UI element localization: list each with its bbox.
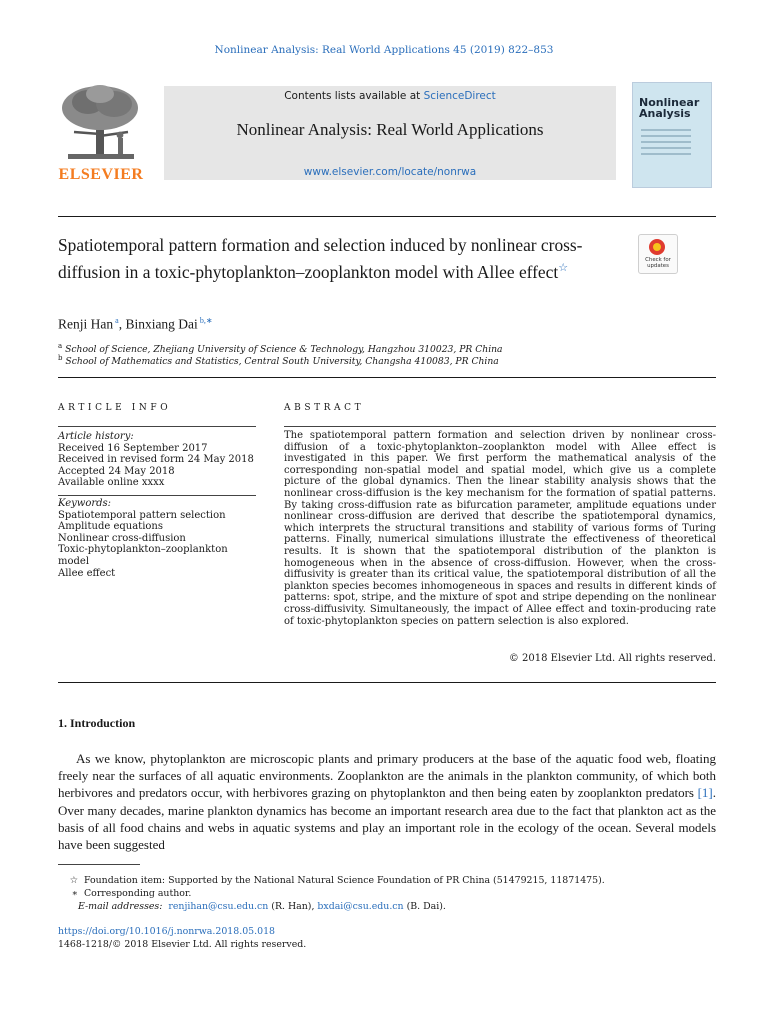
- badge-line2: updates: [647, 263, 669, 269]
- author-list: Renji Han $^a$, Binxiang Dai $^{b,∗}$: [58, 316, 213, 332]
- abstract-divider: [284, 426, 716, 427]
- elsevier-tree-logo[interactable]: [58, 82, 144, 186]
- intro-text-part: As we know, phytoplankton are microscopic plants and primary producers at the base of the aquatic food web, floating freely near the surfaces of all aquatic environments. Zooplankton are the animals in the plankton community, of which both herbivores and predators occur, with herbivores grazing on phytoplankton and then being eaten by zooplankton predators: [58, 751, 716, 801]
- abstract-bottom-divider: [58, 682, 716, 683]
- cover-decoration: [641, 129, 691, 159]
- keywords-list: [58, 498, 258, 579]
- journal-header: [58, 82, 712, 188]
- abstract-copyright: © 2018 Elsevier Ltd. All rights reserved.: [508, 653, 716, 664]
- corresponding-text: Corresponding author.: [84, 888, 192, 900]
- journal-homepage-link[interactable]: www.elsevier.com/locate/nonrwa: [303, 166, 477, 178]
- info-divider: [58, 426, 256, 427]
- introduction-paragraph: [58, 750, 716, 853]
- history-item: Received 16 September 2017: [58, 442, 208, 454]
- tree-icon: [58, 82, 144, 166]
- badge-line1: Check for: [645, 257, 671, 263]
- keyword-item: Spatiotemporal pattern selection: [58, 509, 226, 521]
- keyword-item: Amplitude equations: [58, 521, 163, 533]
- check-for-updates-badge[interactable]: [638, 234, 678, 274]
- affiliation-mark: b: [58, 354, 63, 362]
- keywords-divider: [58, 495, 256, 496]
- elsevier-wordmark: ELSEVIER: [58, 166, 144, 183]
- affiliation-mark: a: [58, 342, 63, 350]
- email-owner: (R. Han),: [268, 901, 318, 913]
- history-item: Received in revised form 24 May 2018: [58, 454, 254, 466]
- intro-text-part: . Over many decades, marine plankton dynamics has become an important research area due to the fact that plankton act as the basis of all food chains and webs in aquatic systems and play an important role in the ecology of the ocean. Several models have been suggested: [58, 785, 716, 853]
- abstract-text: The spatiotemporal pattern formation and selection driven by nonlinear cross-diffusion of a toxic-phytoplankton–zooplankton model with Allee effect is investigated in this paper. We first perform the mathematical analysis of the corresponding non-spatial model and spatial model, which give us a complete picture of the global dynamics. Then the linear stability analysis shows that the nonlinear cross-diffusion is the key mechanism for the formation of spatial patterns. By taking cross-diffusion rate as bifurcation parameter, amplitude equations under nonlinear cross-diffusion are derived that describe the spatiotemporal dynamics, which interprets the structural transitions and stability of various forms of Turing patterns. Finally, numerical simulations illustrate the effectiveness of theoretical results. It is shown that the spatiotemporal distribution of the plankton is homogeneous when in the absence of cross-diffusion. However, when the cross-diffusivity is greater than its critical value, the spatiotemporal distribution of all the plankton species becomes inhomogeneous in spaces and results in different kinds of patterns: spot, stripe, and the mixture of spot and stripe depending on the nonlinear cross-diffusivity. Simultaneously, the impact of Allee effect and toxin-producing rate of toxic-phytoplankton species on pattern selection is also explored.: [284, 430, 716, 627]
- sciencedirect-link[interactable]: ScienceDirect: [423, 90, 496, 102]
- email-footnote: [58, 900, 718, 913]
- contents-prefix: Contents lists available at: [284, 90, 424, 102]
- cover-title: Nonlinear Analysis: [639, 96, 700, 120]
- footnote-star-mark: ☆: [69, 875, 78, 886]
- email-label: E-mail addresses:: [78, 901, 163, 913]
- journal-info-panel: [164, 86, 616, 180]
- article-title: [58, 234, 618, 284]
- history-item: Accepted 24 May 2018: [58, 465, 175, 477]
- citation-link[interactable]: [1]: [697, 785, 713, 801]
- article-history: [58, 431, 258, 489]
- section-heading-introduction: 1. Introduction: [58, 716, 136, 730]
- abstract-label: ABSTRACT: [284, 403, 365, 413]
- keyword-item: Nonlinear cross-diffusion: [58, 532, 186, 544]
- keyword-item: Toxic-phytoplankton–zooplankton model: [58, 544, 228, 567]
- footnote-divider: [58, 864, 140, 865]
- email-owner: (B. Dai).: [403, 901, 446, 913]
- affiliation-text: School of Science, Zhejiang University of Science & Technology, Hangzhou 310023, PR China: [65, 344, 503, 356]
- history-item: Available online xxxx: [58, 477, 165, 489]
- contents-available-line: [164, 90, 616, 102]
- author-affil-mark[interactable]: a: [115, 316, 119, 325]
- foundation-text: Foundation item: Supported by the National Natural Science Foundation of PR China (51479215, 11871475).: [84, 875, 605, 886]
- title-footnote-mark[interactable]: ☆: [558, 262, 569, 274]
- article-info-label: ARTICLE INFO: [58, 403, 172, 413]
- keyword-item: Allee effect: [58, 567, 116, 579]
- header-divider: [58, 216, 716, 217]
- check-updates-text: [639, 257, 677, 269]
- footnote-asterisk-mark: ∗: [71, 888, 78, 900]
- update-badge-icon: [649, 239, 665, 255]
- author-affil-mark[interactable]: b,∗: [199, 316, 213, 325]
- authors-divider: [58, 377, 716, 378]
- author-name[interactable]: Renji Han: [58, 316, 114, 332]
- history-heading: Article history:: [58, 431, 134, 442]
- journal-reference[interactable]: Nonlinear Analysis: Real World Applications 45 (2019) 822–853: [214, 44, 554, 56]
- foundation-footnote: [58, 874, 718, 887]
- journal-title: Nonlinear Analysis: Real World Applications: [236, 120, 544, 139]
- author-name[interactable]: Binxiang Dai: [125, 316, 198, 332]
- keywords-heading: Keywords:: [58, 498, 112, 509]
- affiliation-b: [58, 354, 499, 367]
- issn-copyright: 1468-1218/© 2018 Elsevier Ltd. All rights reserved.: [58, 939, 307, 950]
- journal-cover-thumbnail[interactable]: [632, 82, 712, 188]
- doi-block: [58, 925, 306, 951]
- affiliation-text: School of Mathematics and Statistics, Central South University, Changsha 410083, PR China: [65, 356, 499, 368]
- article-title-text: Spatiotemporal pattern formation and selection induced by nonlinear cross-diffusion in a toxic-phytoplankton–zooplankton model with Allee effect: [58, 235, 583, 282]
- email-link-dai[interactable]: bxdai@csu.edu.cn: [317, 901, 404, 913]
- footnotes: [58, 874, 718, 914]
- email-link-han[interactable]: renjihan@csu.edu.cn: [168, 901, 269, 913]
- corresponding-footnote: [58, 887, 718, 900]
- doi-link[interactable]: https://doi.org/10.1016/j.nonrwa.2018.05.018: [58, 926, 276, 937]
